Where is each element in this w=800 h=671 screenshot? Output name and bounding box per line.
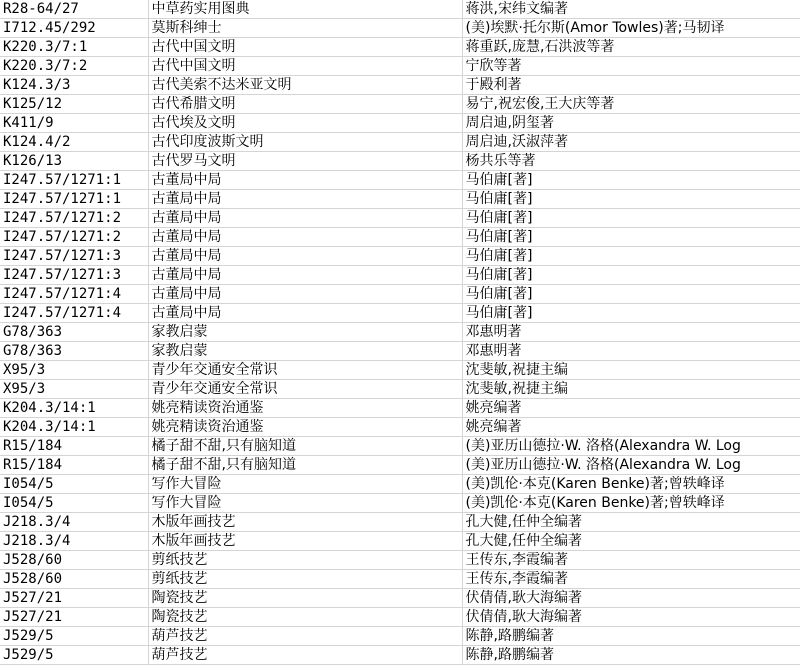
table-row <box>0 608 800 627</box>
cell-author[interactable]: 马伯庸[著] <box>462 285 800 304</box>
cell-author[interactable]: (美)埃默·托尔斯(Amor Towles)著;马韧译 <box>462 19 800 38</box>
cell-call-number[interactable]: I247.57/1271:3 <box>0 266 148 285</box>
cell-call-number[interactable]: K220.3/7:2 <box>0 57 148 76</box>
table-row <box>0 285 800 304</box>
cell-title[interactable]: 陶瓷技艺 <box>148 589 462 608</box>
cell-call-number[interactable]: J529/5 <box>0 646 148 665</box>
cell-author[interactable]: 马伯庸[著] <box>462 209 800 228</box>
table-row <box>0 627 800 646</box>
cell-title[interactable]: 橘子甜不甜,只有脑知道 <box>148 456 462 475</box>
cell-author[interactable]: 沈斐敏,祝捷主编 <box>462 361 800 380</box>
cell-call-number[interactable]: I054/5 <box>0 494 148 513</box>
cell-title[interactable]: 青少年交通安全常识 <box>148 380 462 399</box>
cell-title[interactable]: 古董局中局 <box>148 190 462 209</box>
table-row <box>0 171 800 190</box>
cell-title[interactable]: 青少年交通安全常识 <box>148 361 462 380</box>
cell-title[interactable]: 写作大冒险 <box>148 475 462 494</box>
cell-title[interactable]: 古代中国文明 <box>148 38 462 57</box>
table-row <box>0 152 800 171</box>
cell-title[interactable]: 家教启蒙 <box>148 323 462 342</box>
cell-call-number[interactable]: K411/9 <box>0 114 148 133</box>
cell-title[interactable]: 古董局中局 <box>148 228 462 247</box>
cell-author[interactable]: 宁欣等著 <box>462 57 800 76</box>
cell-title[interactable]: 写作大冒险 <box>148 494 462 513</box>
cell-title[interactable]: 古代罗马文明 <box>148 152 462 171</box>
cell-title[interactable]: 古董局中局 <box>148 247 462 266</box>
cell-title[interactable]: 剪纸技艺 <box>148 570 462 589</box>
cell-title[interactable]: 古代希腊文明 <box>148 95 462 114</box>
cell-call-number[interactable]: J528/60 <box>0 570 148 589</box>
cell-author[interactable]: 易宁,祝宏俊,王大庆等著 <box>462 95 800 114</box>
table-row <box>0 0 800 19</box>
cell-title[interactable]: 古董局中局 <box>148 285 462 304</box>
cell-call-number[interactable]: X95/3 <box>0 380 148 399</box>
cell-title[interactable]: 古代印度波斯文明 <box>148 133 462 152</box>
cell-call-number[interactable]: I247.57/1271:2 <box>0 228 148 247</box>
table-row <box>0 266 800 285</box>
cell-author[interactable]: 陈静,路鹏编著 <box>462 627 800 646</box>
table-row <box>0 57 800 76</box>
cell-author[interactable]: 伏倩倩,耿大海编著 <box>462 608 800 627</box>
table-row <box>0 247 800 266</box>
cell-call-number[interactable]: G78/363 <box>0 323 148 342</box>
table-row <box>0 19 800 38</box>
cell-author[interactable]: 马伯庸[著] <box>462 247 800 266</box>
cell-call-number[interactable]: J527/21 <box>0 608 148 627</box>
cell-call-number[interactable]: J218.3/4 <box>0 513 148 532</box>
table-row <box>0 304 800 323</box>
cell-author[interactable]: (美)凯伦·本克(Karen Benke)著;曾轶峰译 <box>462 475 800 494</box>
cell-call-number[interactable]: K125/12 <box>0 95 148 114</box>
table-row <box>0 456 800 475</box>
table-row <box>0 646 800 665</box>
cell-call-number[interactable]: I054/5 <box>0 475 148 494</box>
table-row <box>0 76 800 95</box>
cell-title[interactable]: 木版年画技艺 <box>148 532 462 551</box>
cell-title[interactable]: 古董局中局 <box>148 209 462 228</box>
cell-title[interactable]: 莫斯科绅士 <box>148 19 462 38</box>
cell-author[interactable]: 王传东,李霞编著 <box>462 551 800 570</box>
table-row <box>0 494 800 513</box>
cell-title[interactable]: 古董局中局 <box>148 171 462 190</box>
table-row <box>0 323 800 342</box>
cell-title[interactable]: 橘子甜不甜,只有脑知道 <box>148 437 462 456</box>
table-row <box>0 551 800 570</box>
table-row <box>0 513 800 532</box>
cell-author[interactable]: 马伯庸[著] <box>462 190 800 209</box>
cell-author[interactable]: (美)亚历山德拉·W. 洛格(Alexandra W. Log <box>462 456 800 475</box>
cell-call-number[interactable]: K124.4/2 <box>0 133 148 152</box>
table-row <box>0 114 800 133</box>
cell-author[interactable]: 沈斐敏,祝捷主编 <box>462 380 800 399</box>
cell-author[interactable]: 姚亮编著 <box>462 399 800 418</box>
cell-title[interactable]: 姚亮精读资治通鉴 <box>148 418 462 437</box>
cell-call-number[interactable]: R15/184 <box>0 437 148 456</box>
cell-author[interactable]: 孔大健,任仲全编著 <box>462 513 800 532</box>
cell-title[interactable]: 姚亮精读资治通鉴 <box>148 399 462 418</box>
table-row <box>0 532 800 551</box>
cell-call-number[interactable]: I247.57/1271:3 <box>0 247 148 266</box>
cell-call-number[interactable]: I247.57/1271:1 <box>0 171 148 190</box>
table-row <box>0 475 800 494</box>
cell-call-number[interactable]: K220.3/7:1 <box>0 38 148 57</box>
cell-author[interactable]: 马伯庸[著] <box>462 266 800 285</box>
table-row <box>0 342 800 361</box>
cell-call-number[interactable]: J529/5 <box>0 627 148 646</box>
table-row <box>0 399 800 418</box>
cell-author[interactable]: 马伯庸[著] <box>462 171 800 190</box>
cell-title[interactable]: 葫芦技艺 <box>148 646 462 665</box>
table-row <box>0 589 800 608</box>
cell-call-number[interactable]: I247.57/1271:2 <box>0 209 148 228</box>
cell-title[interactable]: 剪纸技艺 <box>148 551 462 570</box>
cell-call-number[interactable]: R15/184 <box>0 456 148 475</box>
table-row <box>0 570 800 589</box>
cell-call-number[interactable]: R28-64/27 <box>0 0 148 19</box>
table-row <box>0 228 800 247</box>
cell-call-number[interactable]: X95/3 <box>0 361 148 380</box>
cell-author[interactable]: (美)亚历山德拉·W. 洛格(Alexandra W. Log <box>462 437 800 456</box>
cell-title[interactable]: 家教启蒙 <box>148 342 462 361</box>
cell-call-number[interactable]: K204.3/14:1 <box>0 418 148 437</box>
cell-author[interactable]: 马伯庸[著] <box>462 228 800 247</box>
cell-author[interactable]: 邓惠明著 <box>462 342 800 361</box>
cell-call-number[interactable]: J218.3/4 <box>0 532 148 551</box>
cell-call-number[interactable]: G78/363 <box>0 342 148 361</box>
cell-title[interactable]: 古董局中局 <box>148 304 462 323</box>
table-row <box>0 190 800 209</box>
cell-author[interactable]: 于殿利著 <box>462 76 800 95</box>
cell-call-number[interactable]: K126/13 <box>0 152 148 171</box>
cell-author[interactable]: 马伯庸[著] <box>462 304 800 323</box>
table-row <box>0 361 800 380</box>
cell-title[interactable]: 中草药实用图典 <box>148 0 462 19</box>
table-row <box>0 209 800 228</box>
cell-call-number[interactable]: I247.57/1271:4 <box>0 285 148 304</box>
cell-call-number[interactable]: K124.3/3 <box>0 76 148 95</box>
cell-title[interactable]: 古代埃及文明 <box>148 114 462 133</box>
cell-title[interactable]: 葫芦技艺 <box>148 627 462 646</box>
cell-title[interactable]: 古代美索不达米亚文明 <box>148 76 462 95</box>
cell-call-number[interactable]: I247.57/1271:1 <box>0 190 148 209</box>
table-row <box>0 38 800 57</box>
cell-author[interactable]: 陈静,路鹏编著 <box>462 646 800 665</box>
cell-author[interactable]: 蒋重跃,庞慧,石洪波等著 <box>462 38 800 57</box>
cell-title[interactable]: 陶瓷技艺 <box>148 608 462 627</box>
table-row <box>0 380 800 399</box>
cell-call-number[interactable]: K204.3/14:1 <box>0 399 148 418</box>
table-row <box>0 418 800 437</box>
cell-author[interactable]: (美)凯伦·本克(Karen Benke)著;曾轶峰译 <box>462 494 800 513</box>
cell-author[interactable]: 周启迪,阴玺著 <box>462 114 800 133</box>
table-row <box>0 95 800 114</box>
cell-author[interactable]: 杨共乐等著 <box>462 152 800 171</box>
table-row <box>0 437 800 456</box>
cell-call-number[interactable]: I247.57/1271:4 <box>0 304 148 323</box>
cell-author[interactable]: 蒋洪,宋纬文编著 <box>462 0 800 19</box>
cell-call-number[interactable]: J528/60 <box>0 551 148 570</box>
cell-author[interactable]: 王传东,李霞编著 <box>462 570 800 589</box>
cell-author[interactable]: 孔大健,任仲全编著 <box>462 532 800 551</box>
cell-author[interactable]: 姚亮编著 <box>462 418 800 437</box>
cell-author[interactable]: 邓惠明著 <box>462 323 800 342</box>
cell-author[interactable]: 伏倩倩,耿大海编著 <box>462 589 800 608</box>
cell-title[interactable]: 木版年画技艺 <box>148 513 462 532</box>
cell-call-number[interactable]: J527/21 <box>0 589 148 608</box>
cell-title[interactable]: 古董局中局 <box>148 266 462 285</box>
cell-call-number[interactable]: I712.45/292 <box>0 19 148 38</box>
cell-author[interactable]: 周启迪,沃淑萍著 <box>462 133 800 152</box>
cell-title[interactable]: 古代中国文明 <box>148 57 462 76</box>
table-row <box>0 133 800 152</box>
